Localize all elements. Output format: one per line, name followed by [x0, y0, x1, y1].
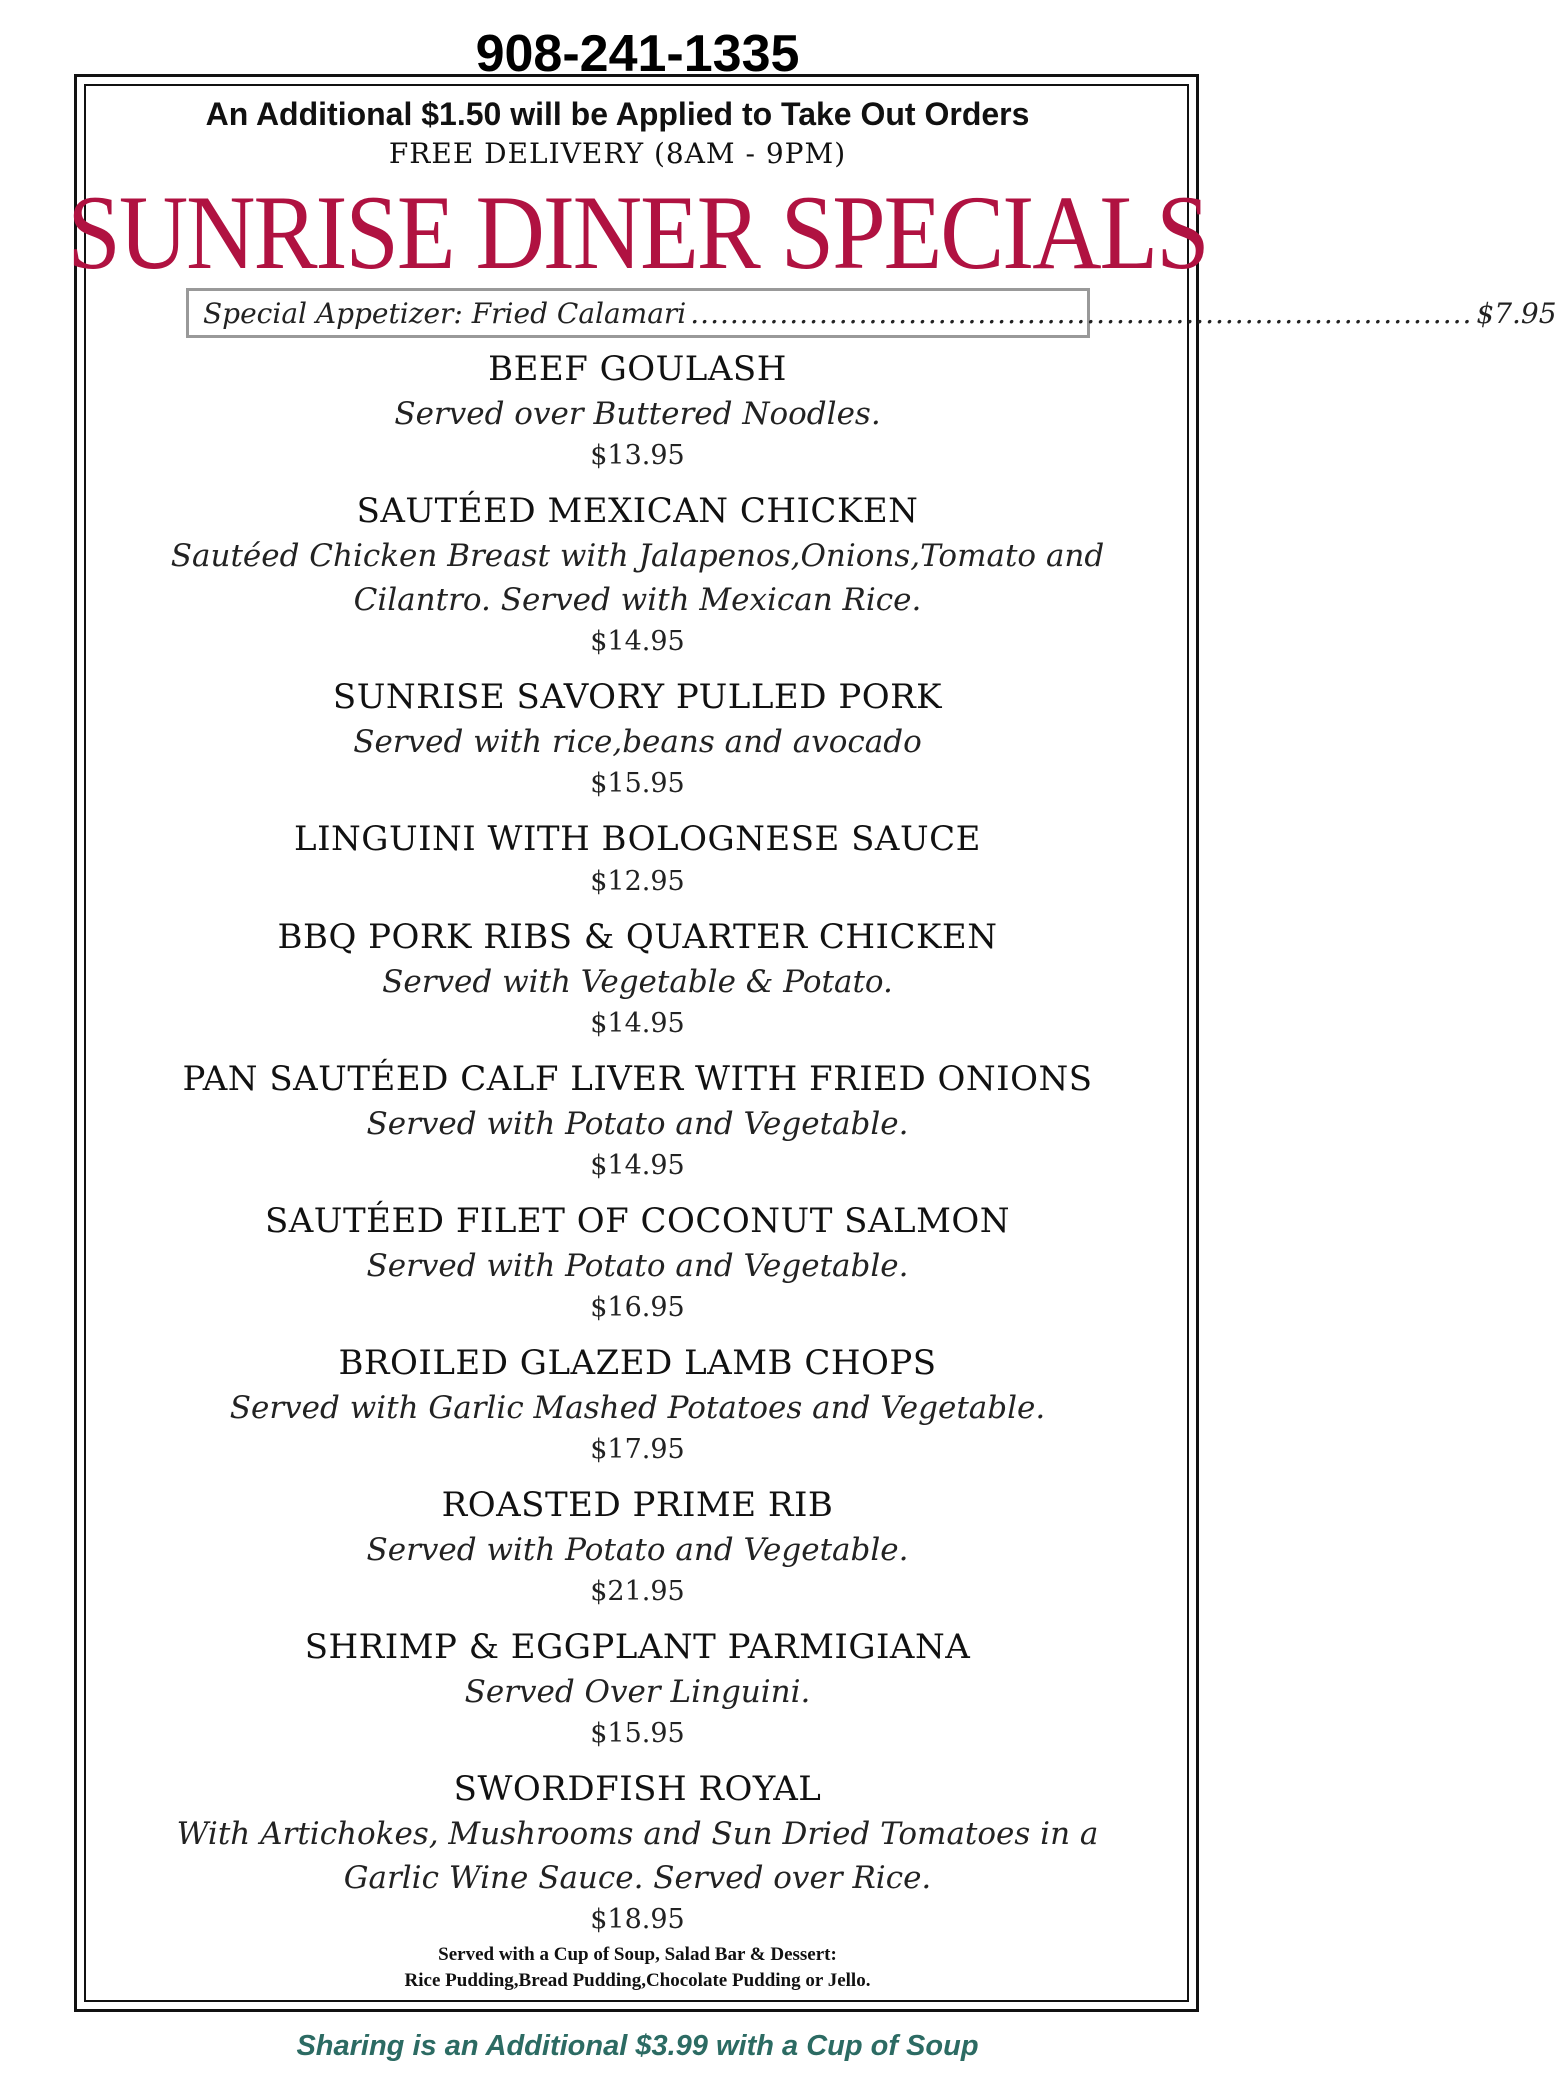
menu-item-description: Served Over Linguini.	[464, 1674, 811, 1710]
menu-item	[150, 488, 1125, 662]
menu-item-name: BEEF GOULASH	[488, 349, 787, 389]
menu-item-name: BROILED GLAZED LAMB CHOPS	[338, 1343, 937, 1383]
menu-item-price: $17.95	[590, 1434, 685, 1465]
menu-item-price: $12.95	[590, 866, 685, 897]
menu-item-name: ROASTED PRIME RIB	[441, 1485, 834, 1525]
menu-item-description: Cilantro. Served with Mexican Rice.	[353, 582, 922, 618]
menu-item-description: Sautéed Chicken Breast with Jalapenos,Onions,Tomato and	[170, 538, 1105, 574]
takeout-notice: An Additional $1.50 will be Applied to Take Out Orders	[205, 96, 1030, 132]
menu-item	[150, 346, 1125, 476]
phone-number: 908-241-1335	[475, 25, 800, 83]
menu-item-name: PAN SAUTÉED CALF LIVER WITH FRIED ONIONS	[182, 1059, 1093, 1099]
served-with-note	[0, 1942, 1275, 1994]
special-appetizer-box	[186, 288, 1557, 338]
menu-item-name: SUNRISE SAVORY PULLED PORK	[332, 677, 943, 717]
appetizer-name: Special Appetizer: Fried Calamari	[203, 296, 687, 330]
menu-item-price: $14.95	[590, 626, 685, 657]
menu-item-description: Served with Garlic Mashed Potatoes and Vegetable.	[229, 1390, 1046, 1426]
served-with-line-1: Served with a Cup of Soup, Salad Bar & Dessert:	[438, 1944, 837, 1965]
menu-item-description: Served with rice,beans and avocado	[353, 724, 922, 760]
menu-item-price: $15.95	[590, 1718, 685, 1749]
delivery-notice: FREE DELIVERY (8AM - 9PM)	[388, 137, 847, 170]
menu-item-name: SHRIMP & EGGPLANT PARMIGIANA	[304, 1627, 971, 1667]
menu-item-price: $21.95	[590, 1576, 685, 1607]
menu-item	[150, 914, 1125, 1044]
menu-item	[150, 674, 1125, 804]
menu-item-price: $15.95	[590, 768, 685, 799]
served-with-line-2: Rice Pudding,Bread Pudding,Chocolate Pudding or Jello.	[404, 1970, 871, 1991]
menu-item-name: LINGUINI WITH BOLOGNESE SAUCE	[294, 819, 981, 859]
menu-item-description: With Artichokes, Mushrooms and Sun Dried Tomatoes in a	[176, 1816, 1099, 1852]
menu-item-price: $13.95	[590, 440, 685, 471]
menu-item-description: Served over Buttered Noodles.	[394, 396, 881, 432]
menu-item	[150, 816, 1125, 902]
menu-item-name: SWORDFISH ROYAL	[453, 1769, 822, 1809]
menu-item-description: Served with Vegetable & Potato.	[382, 964, 893, 1000]
menu-item-price: $16.95	[590, 1292, 685, 1323]
menu-item-description: Served with Potato and Vegetable.	[366, 1248, 909, 1284]
menu-item-description: Served with Potato and Vegetable.	[366, 1106, 909, 1142]
menu-item-name: BBQ PORK RIBS & QUARTER CHICKEN	[277, 917, 998, 957]
menu-item-name: SAUTÉED MEXICAN CHICKEN	[356, 491, 919, 531]
menu-item-name: SAUTÉED FILET OF COCONUT SALMON	[264, 1201, 1011, 1241]
specials-list	[150, 346, 1125, 1952]
menu-item-price: $14.95	[590, 1150, 685, 1181]
appetizer-price: $7.95	[1476, 296, 1557, 330]
appetizer-leader-dots: ...............................................................................	[690, 296, 1473, 330]
menu-item	[150, 1198, 1125, 1328]
menu-item	[150, 1482, 1125, 1612]
page-title: SUNRISE DINER SPECIALS	[67, 173, 1208, 292]
menu-item	[150, 1766, 1125, 1940]
menu-item	[150, 1340, 1125, 1470]
menu-item-price: $18.95	[590, 1904, 685, 1935]
menu-item	[150, 1624, 1125, 1754]
sharing-notice: Sharing is an Additional $3.99 with a Cup of Soup	[296, 2030, 979, 2062]
menu-item-price: $14.95	[590, 1008, 685, 1039]
menu-item-description: Garlic Wine Sauce. Served over Rice.	[343, 1860, 932, 1896]
menu-item-description: Served with Potato and Vegetable.	[366, 1532, 909, 1568]
menu-item	[150, 1056, 1125, 1186]
